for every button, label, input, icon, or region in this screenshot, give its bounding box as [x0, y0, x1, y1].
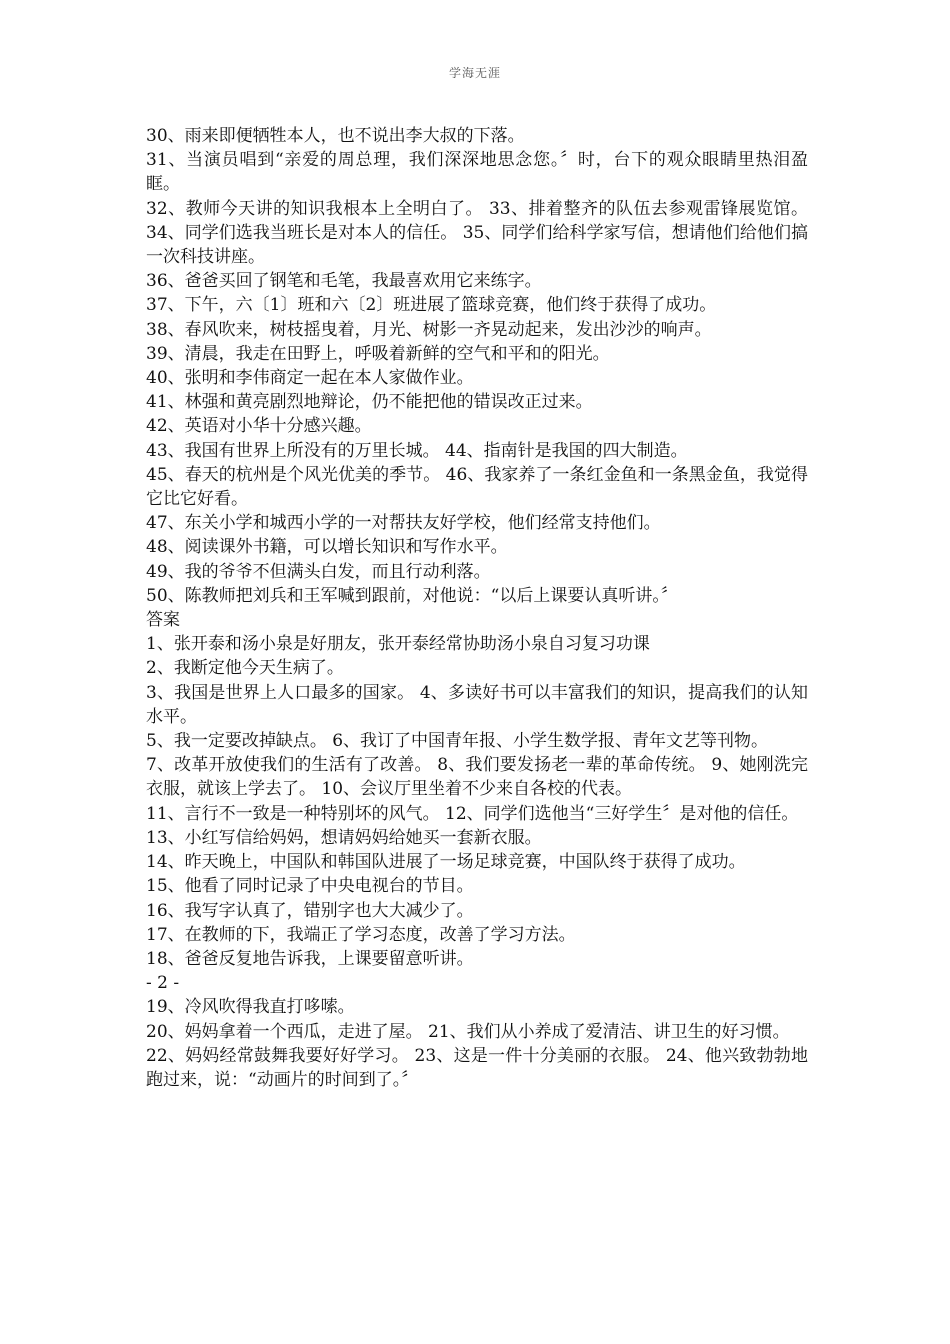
- paragraph: 38、春风吹来，树枝摇曳着，月光、树影一齐晃动起来，发出沙沙的响声。: [146, 319, 712, 340]
- page-number: - 2 -: [146, 973, 180, 994]
- paragraph: 22、妈妈经常鼓舞我要好好学习。 23、这是一件十分美丽的衣服。 24、他兴致勃勃地跑过来，说：“动画片的时间到了。〞: [146, 1045, 808, 1090]
- paragraph: 43、我国有世界上所没有的万里长城。 44、指南针是我国的四大制造。: [146, 440, 688, 461]
- paragraph: 32、教师今天讲的知识我根本上全明白了。 33、排着整齐的队伍去参观雷锋展览馆。 34、同学们选我当班长是对本人的信任。 35、同学们给科学家写信，想请他们给他们搞一次科技讲座。: [146, 198, 808, 268]
- paragraph: 3、我国是世界上人口最多的国家。 4、多读好书可以丰富我们的知识，提高我们的认知水平。: [146, 682, 808, 727]
- paragraph: 17、在教师的下，我端正了学习态度，改善了学习方法。: [146, 924, 576, 945]
- paragraph: 19、冷风吹得我直打哆嗦。: [146, 997, 355, 1018]
- paragraph: 50、陈教师把刘兵和王军喊到跟前，对他说：“以后上课要认真听讲。〞: [146, 585, 678, 606]
- paragraph: 37、下午，六〔1〕班和六〔2〕班进展了篮球竞赛，他们终于获得了成功。: [146, 295, 717, 316]
- paragraph: 39、清晨，我走在田野上，呼吸着新鲜的空气和平和的阳光。: [146, 343, 610, 364]
- paragraph: 18、爸爸反复地告诉我，上课要留意听讲。: [146, 948, 474, 969]
- paragraph: 7、改革开放使我们的生活有了改善。 8、我们要发扬老一辈的革命传统。 9、她刚洗完衣服，就该上学去了。 10、会议厅里坐着不少来自各校的代表。: [146, 755, 808, 800]
- paragraph: 1、张开泰和汤小泉是好朋友，张开泰经常协助汤小泉自习复习功课: [146, 634, 650, 655]
- paragraph: 14、昨天晚上，中国队和韩国队进展了一场足球竞赛，中国队终于获得了成功。: [146, 852, 746, 873]
- paragraph: 48、阅读课外书籍，可以增长知识和写作水平。: [146, 537, 508, 558]
- page-header: 学海无涯: [448, 66, 501, 80]
- paragraph: 36、爸爸买回了钢笔和毛笔，我最喜欢用它来练字。: [146, 271, 542, 292]
- paragraph: 42、英语对小华十分感兴趣。: [146, 416, 372, 437]
- paragraph: 41、林强和黄亮剧烈地辩论，仍不能把他的错误改正过来。: [146, 392, 593, 413]
- answers-heading: 答案: [146, 610, 180, 631]
- paragraph: 45、春天的杭州是个风光优美的季节。 46、我家养了一条红金鱼和一条黑金鱼，我觉得它比它好看。: [146, 464, 808, 510]
- paragraph: 47、东关小学和城西小学的一对帮扶友好学校，他们经常支持他们。: [146, 513, 661, 534]
- paragraph: 2、我断定他今天生病了。: [146, 658, 344, 679]
- paragraph: 11、言行不一致是一种特别坏的风气。 12、同学们选他当“三好学生〞是对他的信任。: [146, 803, 799, 824]
- paragraph: 5、我一定要改掉缺点。 6、我订了中国青年报、小学生数学报、青年文艺等刊物。: [146, 731, 769, 752]
- paragraph: 31、当演员唱到“亲爱的周总理，我们深深地思念您。〞时，台下的观众眼睛里热泪盈眶。: [146, 150, 808, 195]
- paragraph: 49、我的爷爷不但满头白发，而且行动利落。: [146, 561, 491, 582]
- paragraph: 15、他看了同时记录了中央电视台的节目。: [146, 876, 474, 897]
- paragraph: 13、小红写信给妈妈，想请妈妈给她买一套新衣服。: [146, 827, 542, 848]
- paragraph: 40、张明和李伟商定一起在本人家做作业。: [146, 368, 474, 389]
- paragraph: 30、雨来即便牺牲本人，也不说出李大叔的下落。: [146, 126, 525, 146]
- paragraph: 20、妈妈拿着一个西瓜，走进了屋。 21、我们从小养成了爱清洁、讲卫生的好习惯。: [146, 1021, 790, 1042]
- paragraph: 16、我写字认真了，错别字也大大减少了。: [146, 900, 474, 921]
- document-body: [146, 124, 808, 1092]
